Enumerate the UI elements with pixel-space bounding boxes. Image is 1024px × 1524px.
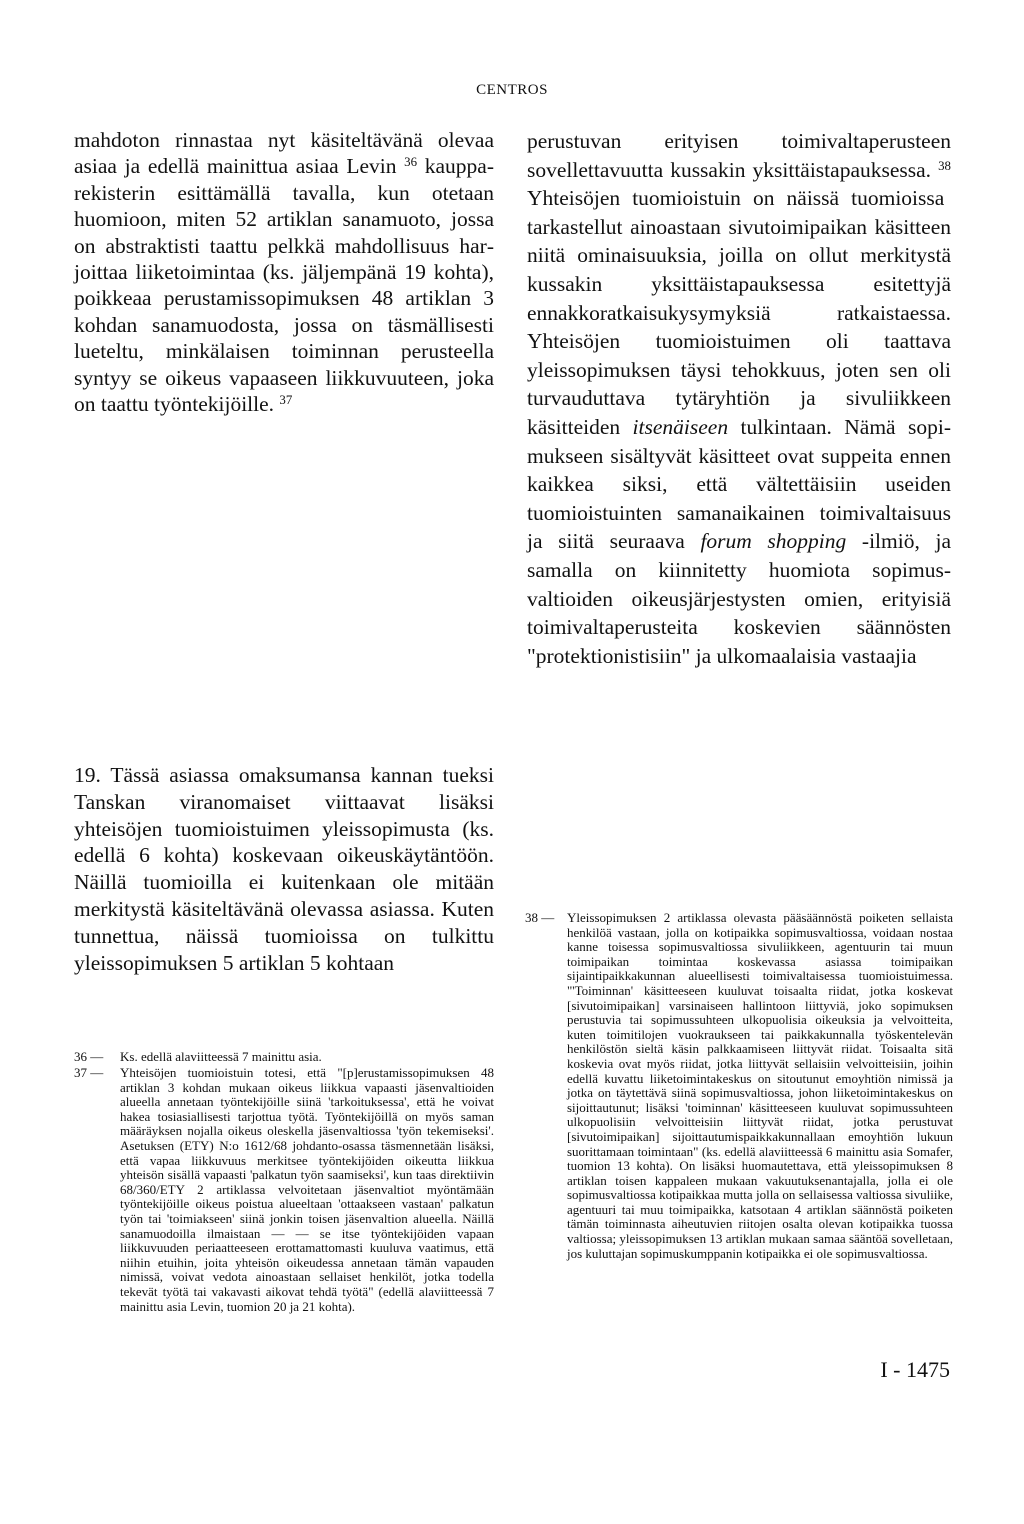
footnote-text: Yleissopimuksen 2 artiklassa olevasta pääsäännöstä poiketen sellaista henkilöä vastaan, jolla on kotipaikka sopimusvaltiossa, voidaan nostaa kanne toisessa sopimusvaltiossa sivuliikkeen, agentuurin tai muun toimipaikan toimintaa koskevassa asiassa toimipaikan sijaintipaikkakunnan alueellisesti toimivaltaisessa tuomioistuimessa. "'Toiminnan' käsitteeseen kuuluvat toisaalta riidat, jotka koskevat [sivutoimipaikan] varsinaiseen hallintoon liittyviä, joko sopimuksen perustuvia tai sopimussuhteen ulkopuolisia oikeuksia ja velvoitteita, kuten toimitilojen vuokraukseen tai paikkakunnalla työskentelevän henkilöstön sieltä käsin palkkaamiseen liittyvät riidat. Toisaalta sitä koskevia ovat myös riidat, jotka liittyvät sellaisiin velvoitteisiin, joihin edellä kuvattu liiketoimintakeskus on sitoutunut emoyhtiön nimissä ja jotka on täytettävä siinä sopimusvaltiossa, johon liiketoimintakeskus on sijoittautunut; lisäksi 'toiminnan' käsitteeseen kuuluvat sopimussuhteen ulkopuolisiin velvoitteisiin liittyvät riidat, jotka perustuvat [sivutoimipaikan] sijoittautumispaikkakunnallaan emoyhtiön lukuun suorittamaan toimintaan" (ks. edellä alaviitteessä 6 mainittu asia Somafer, tuomion 13 kohta). On lisäksi huomautettava, että yleissopimuksen 8 artiklan toisen kappaleen mukaan vakuutuksenantajalla, jolla ei ole sopimusvaltiossa kotipaikkaa mutta jolla on sellaisessa valtiossa sivuliike, agentuuri tai muu toimipaikka, katsotaan 4 artiklan säännöstä poiketen tämän toiminnasta aiheutuvien riitojen osalta olevan kotipaikka tuossa valtiossa; yleissopimuksen 13 artiklan mukaan samaa sääntöä sovelletaan, jos kuluttajan sopimuskumppanin kotipaikka ei ole sopimusvaltiossa. <box>567 910 953 1261</box>
footnote-number: 36 — <box>74 1049 104 1064</box>
running-head: CENTROS <box>476 82 548 98</box>
footnote-text: Ks. edellä alaviitteessä 7 mainittu asia. <box>120 1049 322 1064</box>
body-text: Yhteisöjen tuomioistuin on näissä tuomioissa tarkastellut ainoastaan sivutoimipaikan käsitteen niitä ominaisuuksia, joilla on ollut merkitystä kussakin yksittäistapauksessa esitettyjä ennakkoratkaisukysymyksiä ratkaistaessa. Yhteisöjen tuomioistuimen oli taattava yleissopimuksen täysi tehokkuus, joten sen oli turvauduttava tytäryhtiön ja sivuliikkeen käsitteiden <box>527 186 951 439</box>
footnote-number: 37 — <box>74 1065 104 1080</box>
footnote-number: 38 — <box>525 910 555 925</box>
right-column-top-paragraph <box>527 127 951 670</box>
body-text: mahdoton rinnastaa nyt käsiteltävänä olevaa asiaa ja edellä mainittua asiaa Levin <box>74 128 494 179</box>
emphasis-text: itsenäiseen <box>632 414 729 439</box>
footnote-ref-38[interactable]: 38 <box>938 158 951 173</box>
footnote-37 <box>74 1066 494 1314</box>
footnote-ref-36[interactable]: 36 <box>404 155 418 170</box>
emphasis-text: forum shopping <box>700 529 847 554</box>
paragraph-19 <box>74 762 494 976</box>
footnote-text: Yhteisöjen tuomioistuin totesi, että "[p]erustamissopimuksen 48 artiklan 3 kohdan mukaan oikeus liikkua vapaasti jäsenvaltioiden alueella annetaan työntekijöille siinä 'tarkoituksessa', että he voivat hakea tosiasiallisesti tarjottua työtä. Työntekijöillä on myös saman määräyksen nojalla oikeus oleskella jäsenvaltiossa 'työn tekemiseksi'. Asetuksen (ETY) N:o 1612/68 johdanto-osassa täsmennetään lisäksi, että vapaa liikkuvuus merkitsee työntekijöiden oikeutta liikkua yhteisön sisällä vapaasti 'palkatun työn saamiseksi', kun taas direktiivin 68/360/ETY 2 artiklassa velvoitetaan jäsenvaltiot myöntämään työntekijöille oikeus poistua alueeltaan 'ottaakseen vastaan' palkatun työn tai 'toimiakseen' siinä jonkin toisen jäsenvaltion alueella. Näillä sanamuodoilla ilmaistaan — — se itse työntekijöiden vapaan liikkuvuuden periaatteeseen erottamattomasti kuuluva vaatimus, että niihin etuihin, joita yhteisön oikeudessa annetaan tämän vapauden nimissä, voivat vedota ainoastaan sellaiset henkilöt, jotka todella tekevät työtä tai vakavasti aikovat tehdä työtä" (edellä alaviitteessä 7 mainittu asia Levin, tuomion 20 ja 21 kohta). <box>120 1065 494 1314</box>
paragraph-continuation <box>74 127 494 417</box>
paragraph-19-text: 19. Tässä asiassa omaksumansa kannan tueksi Tanskan viranomaiset viittaavat lisäksi yhteisöjen tuomioistuimen yleissopimusta (ks. edellä 6 kohta) koskevaan oikeuskäytäntöön. Näillä tuomioilla ei kuitenkaan ole mitään merkitystä käsiteltävänä olevassa asiassa. Kuten tunnettua, näissä tuomioissa on tulkittu yleissopimuksen 5 artiklan 5 kohtaan <box>74 763 494 975</box>
paragraph-continuation <box>527 127 951 670</box>
left-column-top-paragraph <box>74 127 494 417</box>
body-text: kaupparekisterin esittämällä tavalla, kun otetaan huomioon, miten 52 artiklan sanamuoto, jossa on abstraktisti taattu pelkkä mahdollisuus harjoittaa liiketoimintaa (ks. jäljempänä 19 kohta), poikkeaa perustamissopimuksen 48 artiklan 3 kohdan sanamuodosta, jossa on täsmällisesti lueteltu, minkälaisen toiminnan perusteella syntyy se oikeus vapaaseen liikkuvuuteen, joka on taattu työntekijöille. <box>74 154 494 417</box>
body-text: -ilmiö, ja samalla on kiinnitetty huomiota sopimusvaltioiden oikeusjärjestysten omien, erityisiä toimivaltaperusteita koskevien säännösten "protektionistisiin" ja ulkomaalaisia vastaajia <box>527 529 951 668</box>
footnote-36 <box>74 1050 494 1065</box>
footnote-38 <box>525 911 953 1261</box>
footnote-ref-37[interactable]: 37 <box>279 392 293 407</box>
body-text: perustuvan erityisen toimivaltaperusteen sovellettavuutta kussakin yksittäistapauksessa. <box>527 129 951 182</box>
body-text: tulkintaan. Nämä sopimukseen sisältyvät käsitteet ovat suppeita ennen kaikkea siksi, että vältettäisiin useiden tuomioistuinten samanaikainen toimivaltaisuus ja siitä seuraava <box>527 414 952 554</box>
page-number: I - 1475 <box>880 1357 950 1382</box>
